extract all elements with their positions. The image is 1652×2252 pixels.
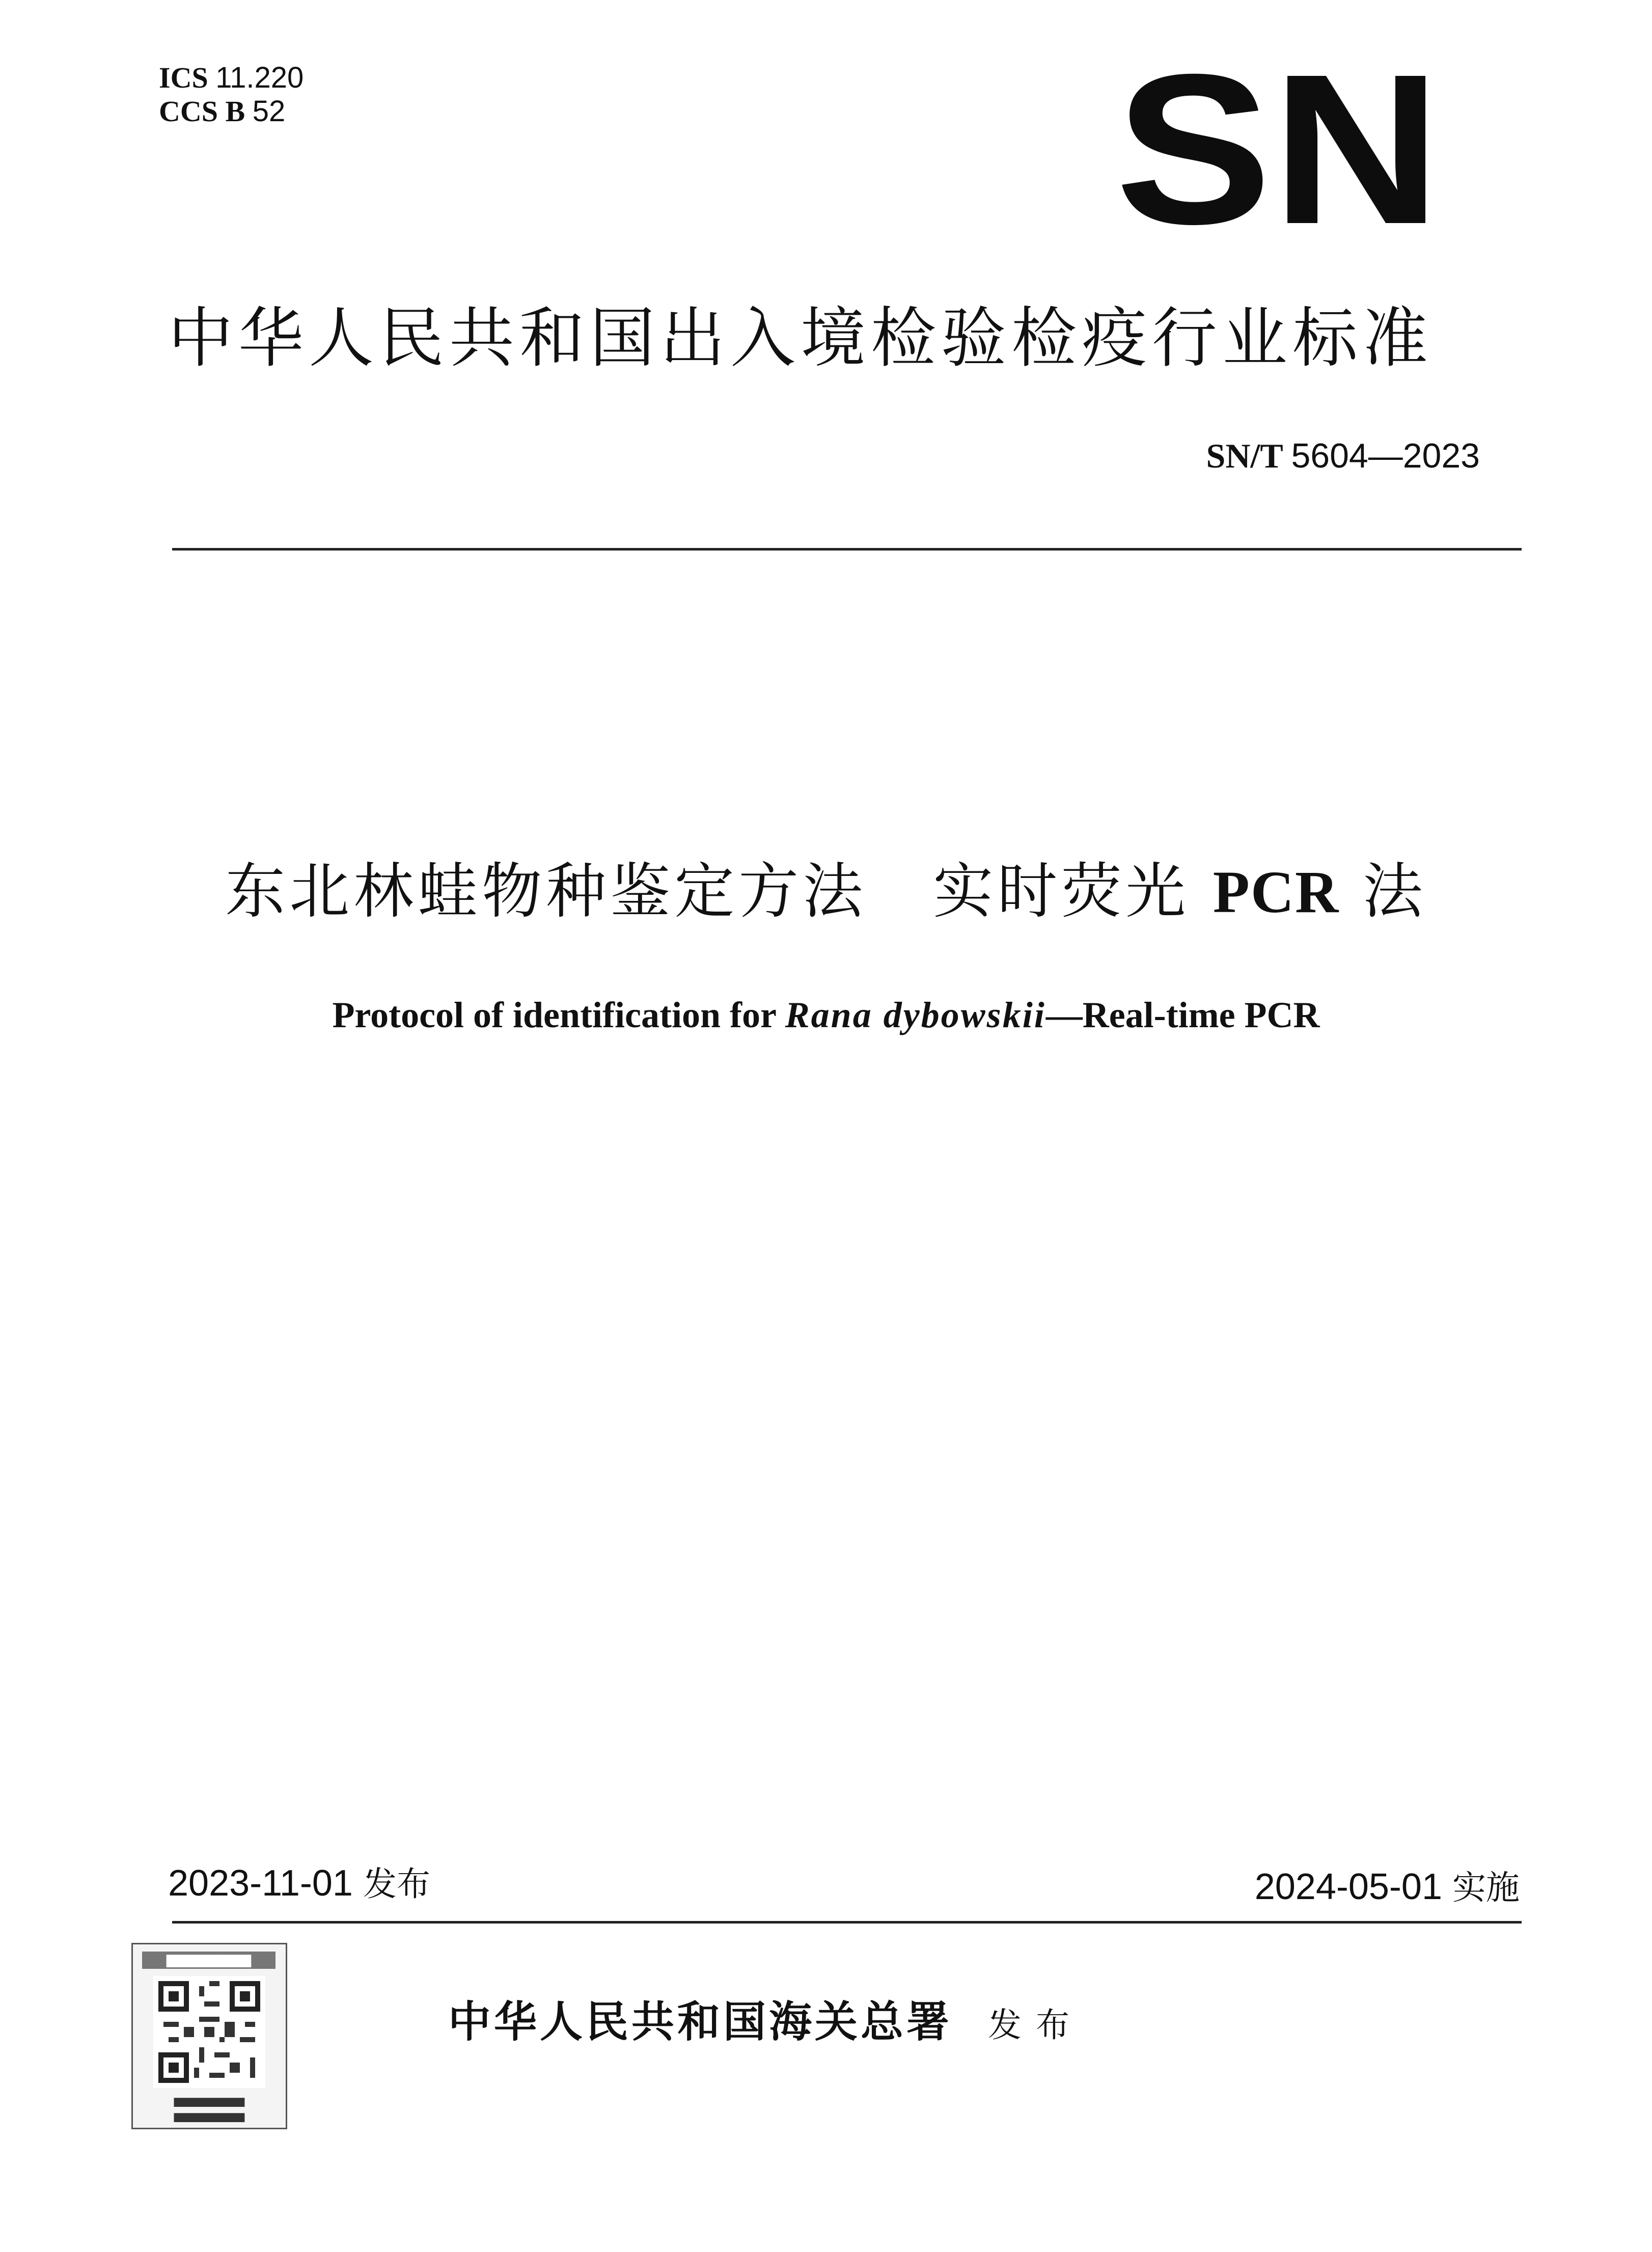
header-divider bbox=[172, 548, 1522, 551]
title-chinese bbox=[0, 856, 1652, 928]
title-chinese-pcr: PCR bbox=[1213, 859, 1340, 925]
qr-sticker-footer: ▆▆▆▆▆▆▆▆▆ ▆▆▆▆▆▆▆▆▆ bbox=[174, 2095, 245, 2122]
issuer-name: 中华人民共和国海关总署 bbox=[448, 1996, 953, 2047]
title-english-prefix: Protocol of identification for bbox=[332, 995, 785, 1035]
classification-codes bbox=[159, 61, 304, 128]
ccs-letter: B bbox=[225, 95, 245, 128]
issuing-authority bbox=[448, 1996, 1084, 2051]
implementation-date-value: 2024-05-01 bbox=[1254, 1866, 1442, 1907]
title-english-suffix: —Real-time PCR bbox=[1045, 995, 1320, 1035]
ccs-code bbox=[159, 95, 304, 128]
standard-number bbox=[1206, 435, 1480, 476]
footer-divider bbox=[172, 1921, 1522, 1924]
issuer-action: 发布 bbox=[988, 2006, 1084, 2045]
title-english bbox=[0, 993, 1652, 1037]
ics-code bbox=[159, 61, 304, 95]
issue-date-label: 发布 bbox=[363, 1864, 430, 1904]
implementation-date-label: 实施 bbox=[1452, 1868, 1520, 1907]
ccs-value: 52 bbox=[252, 95, 286, 128]
title-english-species: Rana dybowskii bbox=[785, 995, 1046, 1035]
title-chinese-tail: 法 bbox=[1362, 856, 1427, 926]
qr-sticker-header: ▇▇▇▇▇▇▇▇▇ bbox=[142, 1952, 276, 1969]
standard-category-headline: 中华人民共和国出入境检验检疫行业标准 bbox=[168, 300, 1434, 376]
sn-logo-text: SN bbox=[1115, 61, 1441, 244]
issue-date-value: 2023-11-01 bbox=[168, 1863, 353, 1904]
ics-value: 11.220 bbox=[215, 61, 304, 94]
qr-sticker bbox=[131, 1943, 287, 2129]
qr-code bbox=[153, 1976, 265, 2088]
sn-logo bbox=[1110, 61, 1446, 244]
ccs-label: CCS bbox=[159, 95, 218, 128]
title-chinese-main: 东北林蛙物种鉴定方法 bbox=[225, 856, 867, 926]
implementation-date bbox=[1255, 1865, 1520, 1910]
title-chinese-method: 实时荧光 bbox=[933, 856, 1190, 926]
standard-prefix: SN/T bbox=[1206, 436, 1283, 475]
standard-number-value: 5604—2023 bbox=[1291, 436, 1480, 475]
issue-date bbox=[168, 1861, 430, 1906]
ics-label: ICS bbox=[159, 61, 208, 94]
